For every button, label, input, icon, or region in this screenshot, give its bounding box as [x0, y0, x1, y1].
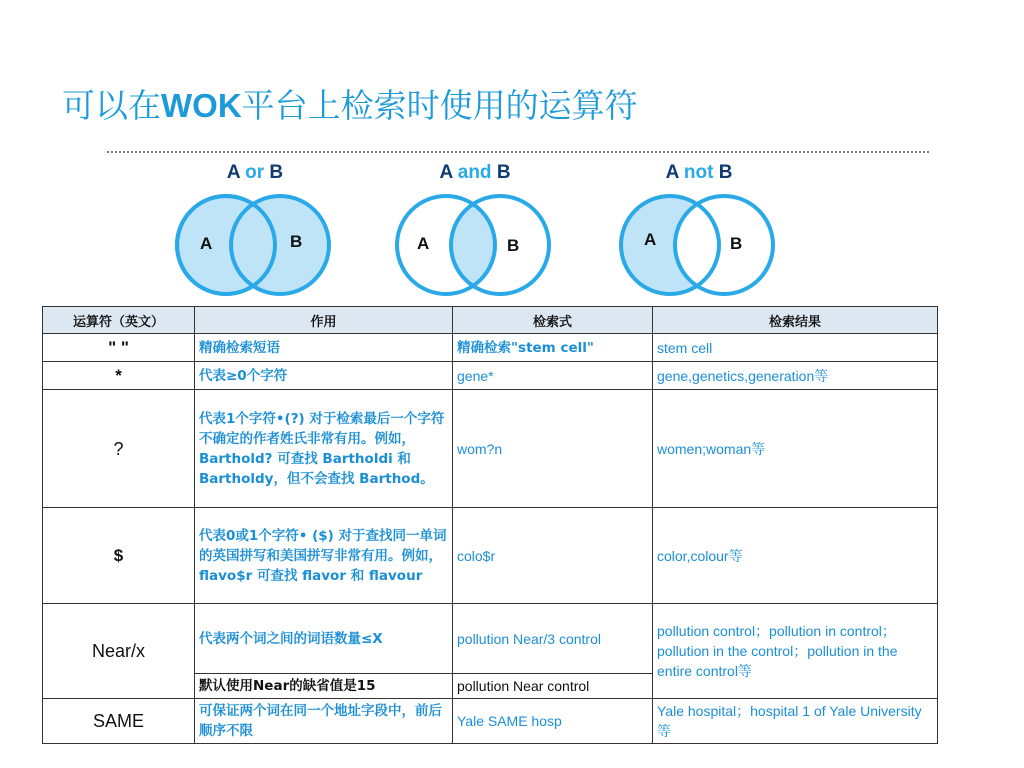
venn-caption: A not B: [665, 162, 733, 183]
table-row: [43, 604, 938, 674]
query-cell: 精确检索"stem cell": [453, 334, 653, 362]
effect-cell: 精确检索短语: [195, 334, 453, 362]
query-cell: wom?n: [453, 390, 653, 508]
effect-cell-default: 默认使用Near的缺省值是15: [195, 674, 453, 699]
query-cell: colo$r: [453, 508, 653, 604]
operator-cell: *: [43, 362, 195, 390]
operator-cell: SAME: [43, 699, 195, 744]
venn-caption: A or B: [226, 162, 284, 183]
table-row: [43, 362, 938, 390]
header-operator: 运算符（英文）: [43, 307, 195, 334]
slide-title: 可以在WOK平台上检索时使用的运算符: [62, 86, 638, 125]
effect-cell: 代表两个词之间的词语数量≤X: [195, 604, 453, 674]
venn-label-a: A: [644, 230, 657, 249]
venn-label-b: B: [730, 234, 743, 253]
table-row: [43, 699, 938, 744]
query-cell: pollution Near/3 control: [453, 604, 653, 674]
effect-cell: 代表0或1个字符• ($) 对于查找同一单词的英国拼写和美国拼写非常有用。例如，flavo$r 可查找 flavor 和 flavour: [195, 508, 453, 604]
result-cell: Yale hospital；hospital 1 of Yale University等: [653, 699, 938, 744]
effect-cell: 可保证两个词在同一个地址字段中，前后顺序不限: [195, 699, 453, 744]
table-row: [43, 390, 938, 508]
venn-label-b: B: [507, 236, 520, 255]
venn-not: [614, 160, 784, 300]
operators-table: [42, 306, 938, 744]
table-header-row: [43, 307, 938, 334]
venn-label-a: A: [200, 234, 213, 253]
result-cell: stem cell: [653, 334, 938, 362]
venn-caption: A and B: [439, 162, 511, 183]
venn-and: [390, 160, 560, 300]
venn-label-a: A: [417, 234, 430, 253]
venn-or: [170, 160, 340, 300]
header-result: 检索结果: [653, 307, 938, 334]
operator-cell: $: [43, 508, 195, 604]
header-effect: 作用: [195, 307, 453, 334]
table-row: [43, 334, 938, 362]
result-cell: pollution control；pollution in control；pollution in the control；pollution in the entire control等: [653, 604, 938, 699]
operator-cell: " ": [43, 334, 195, 362]
venn-not-diagram: [614, 190, 784, 300]
effect-cell: 代表≥0个字符: [195, 362, 453, 390]
result-cell: color,colour等: [653, 508, 938, 604]
venn-or-diagram: [170, 190, 340, 300]
result-cell: women;woman等: [653, 390, 938, 508]
query-cell-default: pollution Near control: [453, 674, 653, 699]
effect-cell: 代表1个字符•(?) 对于检索最后一个字符不确定的作者姓氏非常有用。例如，Barthold? 可查找 Bartholdi 和 Bartholdy，但不会查找 Barthod。: [195, 390, 453, 508]
operator-cell: Near/x: [43, 604, 195, 699]
venn-label-b: B: [290, 232, 303, 251]
operator-cell: ?: [43, 390, 195, 508]
title-divider: [107, 151, 929, 153]
query-cell: gene*: [453, 362, 653, 390]
table-row: [43, 508, 938, 604]
venn-and-diagram: [390, 190, 560, 300]
result-cell: gene,genetics,generation等: [653, 362, 938, 390]
query-cell: Yale SAME hosp: [453, 699, 653, 744]
header-query: 检索式: [453, 307, 653, 334]
